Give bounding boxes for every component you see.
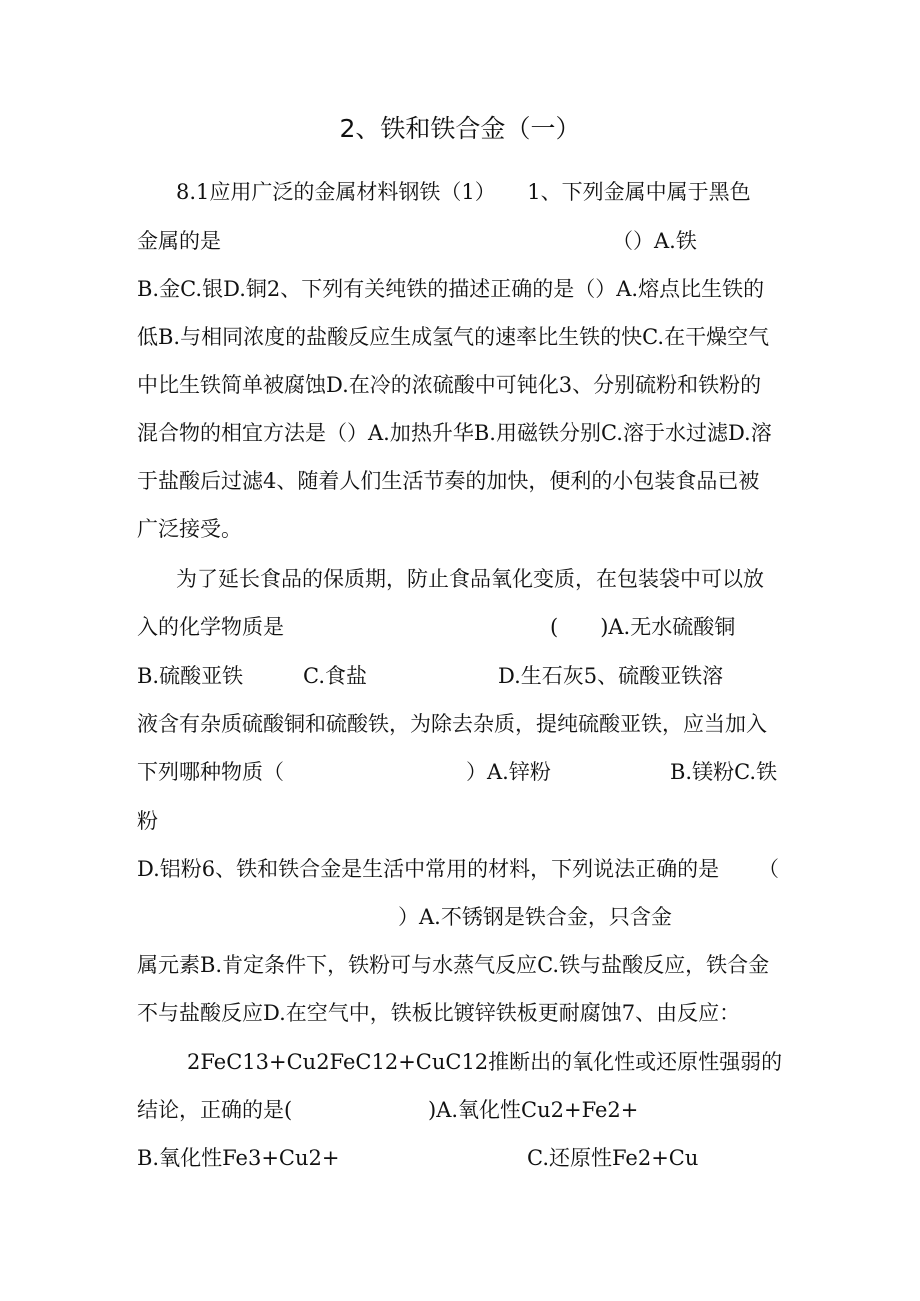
text-line: 属元素B.肯定条件下，铁粉可与水蒸气反应C.铁与盐酸反应，铁合金 <box>137 953 770 977</box>
text-line: 粉 <box>137 809 158 833</box>
document-title: 2、铁和铁合金（一） <box>339 114 581 143</box>
text-line: 入的化学物质是 <box>137 615 284 639</box>
text-line: B.镁粉C.铁 <box>670 760 778 784</box>
text-line: C.食盐 <box>303 664 367 688</box>
text-line: 液含有杂质硫酸铜和硫酸铁，为除去杂质，提纯硫酸亚铁，应当加入 <box>137 712 767 736</box>
text-line: ）A.不锈钢是铁合金，只含金 <box>398 905 672 929</box>
text-line: C.还原性Fe2+Cu <box>527 1146 699 1170</box>
text-line: （）A.铁 <box>612 229 697 253</box>
text-line: ( )A.无水硫酸铜 <box>550 615 736 639</box>
text-line: （ <box>758 857 779 881</box>
text-line: ）A.锌粉 <box>466 760 551 784</box>
text-line: D.铝粉6、铁和铁合金是生活中常用的材料，下列说法正确的是 <box>137 857 720 881</box>
text-line: 2FeC13+Cu2FeC12+CuC12推断出的氧化性或还原性强弱的 <box>187 1050 783 1074</box>
text-line: )A.氧化性Cu2+Fe2+ <box>428 1098 639 1122</box>
text-line: 于盐酸后过滤4、随着人们生活节奏的加快，便利的小包装食品已被 <box>137 469 760 493</box>
text-line: 不与盐酸反应D.在空气中，铁板比镀锌铁板更耐腐蚀7、由反应： <box>137 1001 741 1025</box>
text-line: 为了延长食品的保质期，防止食品氧化变质，在包装袋中可以放 <box>176 567 764 591</box>
text-line: B.金C.银D.铜2、下列有关纯铁的描述正确的是（）A.熔点比生铁的 <box>137 277 765 301</box>
text-line: 低B.与相同浓度的盐酸反应生成氢气的速率比生铁的快C.在干燥空气 <box>137 325 770 349</box>
text-line: B.硫酸亚铁 <box>137 664 244 688</box>
text-line: 8.1应用广泛的金属材料钢铁（1） 1、下列金属中属于黑色 <box>176 180 751 204</box>
text-line: 结论，正确的是( <box>137 1098 293 1122</box>
text-line: D.生石灰5、硫酸亚铁溶 <box>498 664 724 688</box>
text-line: 广泛接受。 <box>137 517 242 541</box>
text-line: 混合物的相宜方法是（）A.加热升华B.用磁铁分别C.溶于水过滤D.溶 <box>137 421 772 445</box>
text-line: 中比生铁简单被腐蚀D.在冷的浓硫酸中可钝化3、分别硫粉和铁粉的 <box>137 373 762 397</box>
text-line: 金属的是 <box>137 229 221 253</box>
text-line: B.氧化性Fe3+Cu2+ <box>137 1146 340 1170</box>
text-line: 下列哪种物质（ <box>137 760 284 784</box>
